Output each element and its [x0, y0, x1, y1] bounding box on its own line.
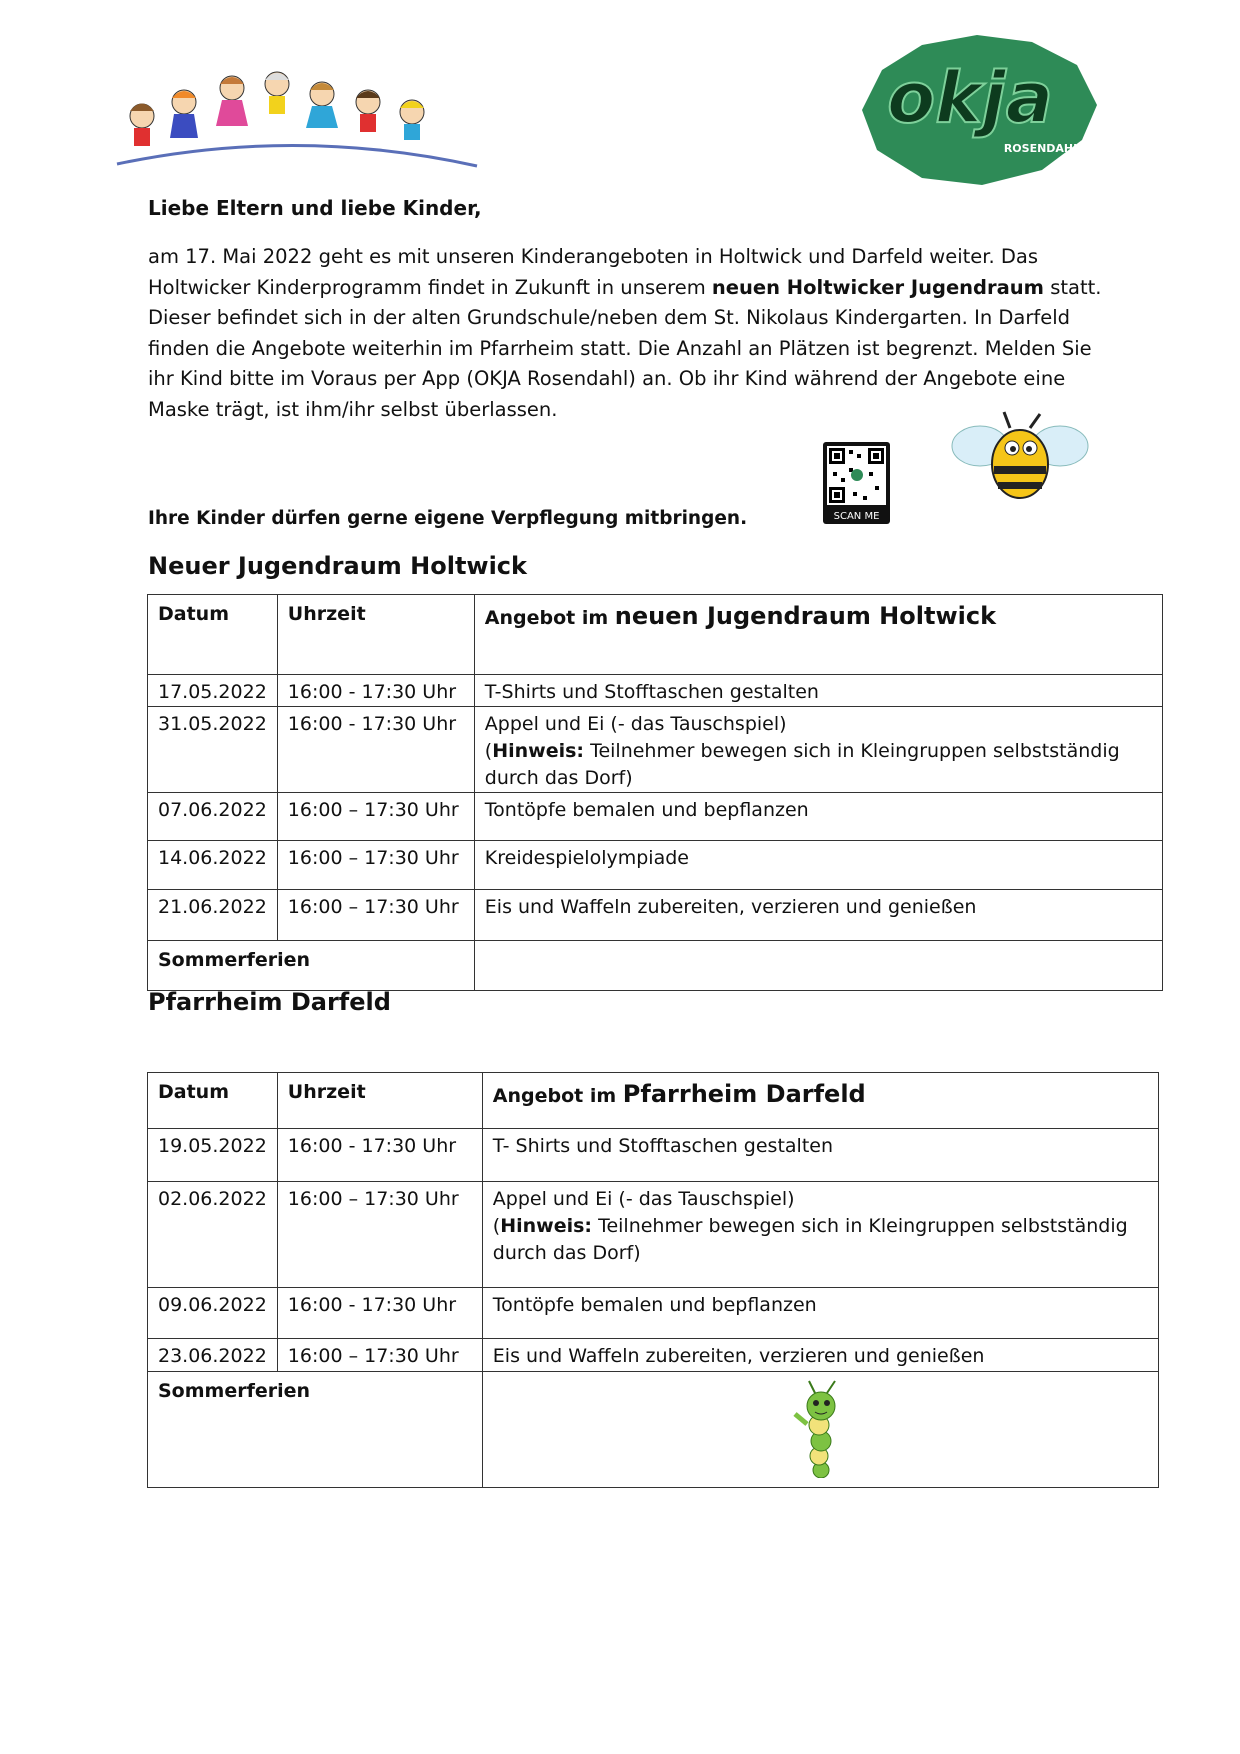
cell-offer: Tontöpfe bemalen und bepflanzen	[474, 793, 1162, 841]
darfeld-table	[147, 1072, 1159, 1488]
greeting: Liebe Eltern und liebe Kinder,	[148, 196, 482, 220]
cell-date: 02.06.2022	[148, 1182, 278, 1288]
table-row	[148, 1339, 1159, 1372]
table-row	[148, 793, 1163, 841]
svg-text:ROSENDAHL: ROSENDAHL	[1003, 142, 1081, 155]
cell-time: 16:00 - 17:30 Uhr	[277, 1288, 482, 1339]
table-row	[148, 1129, 1159, 1182]
intro-paragraph: am 17. Mai 2022 geht es mit unseren Kinderangeboten in Holtwick und Darfeld weiter. Das Holtwicker Kinderprogramm findet in Zukunft in unserem neuen Holtwicker Jugendraum statt. Dieser befindet sich in der alten Grundschule/neben dem St. Nikolaus Kindergarten. In Darfeld finden die Angebote weiterhin im Pfarrheim statt. Die Anzahl an Plätzen ist begrenzt. Melden Sie ihr Kind bitte im Voraus per App (OKJA Rosendahl) an. Ob ihr Kind während der Angebote eine Maske trägt, ist ihm/ihr selbst überlassen.	[148, 245, 1102, 421]
cell-holidays: Sommerferien	[148, 1372, 483, 1488]
cell-offer: T- Shirts und Stofftaschen gestalten	[482, 1129, 1158, 1182]
holidays-row	[148, 1372, 1159, 1488]
cell-offer: Appel und Ei (- das Tauschspiel) (Hinweis: Teilnehmer bewegen sich in Kleingruppen selbstständig durch das Dorf)	[474, 707, 1162, 793]
svg-text:okja: okja	[887, 57, 1053, 139]
qr-code-pattern	[827, 446, 886, 505]
children-illustration	[112, 66, 482, 176]
cell-time: 16:00 – 17:30 Uhr	[277, 841, 474, 890]
food-note: Ihre Kinder dürfen gerne eigene Verpflegung mitbringen.	[148, 508, 748, 529]
caterpillar-illustration	[785, 1378, 855, 1478]
table-header-row	[148, 1073, 1159, 1129]
holtwick-table	[147, 594, 1163, 991]
qr-scan-label: SCAN ME	[833, 511, 880, 522]
cell-date: 23.06.2022	[148, 1339, 278, 1372]
table-row	[148, 707, 1163, 793]
cell-offer: Appel und Ei (- das Tauschspiel) (Hinweis: Teilnehmer bewegen sich in Kleingruppen selbstständig durch das Dorf)	[482, 1182, 1158, 1288]
cell-offer: Eis und Waffeln zubereiten, verzieren und genießen	[482, 1339, 1158, 1372]
okja-logo	[852, 30, 1102, 190]
cell-offer: Eis und Waffeln zubereiten, verzieren und genießen	[474, 890, 1162, 941]
cell-date: 09.06.2022	[148, 1288, 278, 1339]
cell-empty	[474, 941, 1162, 991]
cell-time: 16:00 – 17:30 Uhr	[277, 890, 474, 941]
table-row	[148, 675, 1163, 707]
cell-time: 16:00 – 17:30 Uhr	[277, 793, 474, 841]
cell-time: 16:00 – 17:30 Uhr	[277, 1339, 482, 1372]
column-header-date: Datum	[148, 595, 278, 675]
holtwick-heading: Neuer Jugendraum Holtwick	[148, 552, 527, 580]
cell-date: 07.06.2022	[148, 793, 278, 841]
cell-date: 31.05.2022	[148, 707, 278, 793]
cell-offer: T-Shirts und Stofftaschen gestalten	[474, 675, 1162, 707]
cell-holidays: Sommerferien	[148, 941, 475, 991]
column-header-date: Datum	[148, 1073, 278, 1129]
table-row	[148, 890, 1163, 941]
bee-illustration	[950, 406, 1090, 506]
column-header-offer: Angebot im neuen Jugendraum Holtwick	[474, 595, 1162, 675]
table-header-row	[148, 595, 1163, 675]
column-header-time: Uhrzeit	[277, 595, 474, 675]
cell-offer: Tontöpfe bemalen und bepflanzen	[482, 1288, 1158, 1339]
table-row	[148, 1288, 1159, 1339]
table-row	[148, 1182, 1159, 1288]
cell-date: 17.05.2022	[148, 675, 278, 707]
cell-date: 14.06.2022	[148, 841, 278, 890]
qr-code[interactable]	[823, 442, 890, 524]
cell-time: 16:00 - 17:30 Uhr	[277, 675, 474, 707]
cell-time: 16:00 – 17:30 Uhr	[277, 1182, 482, 1288]
cell-date: 19.05.2022	[148, 1129, 278, 1182]
cell-caterpillar	[482, 1372, 1158, 1488]
cell-offer: Kreidespielolympiade	[474, 841, 1162, 890]
table-row	[148, 841, 1163, 890]
holidays-row	[148, 941, 1163, 991]
column-header-time: Uhrzeit	[277, 1073, 482, 1129]
cell-date: 21.06.2022	[148, 890, 278, 941]
cell-time: 16:00 - 17:30 Uhr	[277, 1129, 482, 1182]
column-header-offer: Angebot im Pfarrheim Darfeld	[482, 1073, 1158, 1129]
darfeld-heading: Pfarrheim Darfeld	[148, 988, 391, 1016]
cell-time: 16:00 - 17:30 Uhr	[277, 707, 474, 793]
child-figure	[130, 104, 154, 147]
